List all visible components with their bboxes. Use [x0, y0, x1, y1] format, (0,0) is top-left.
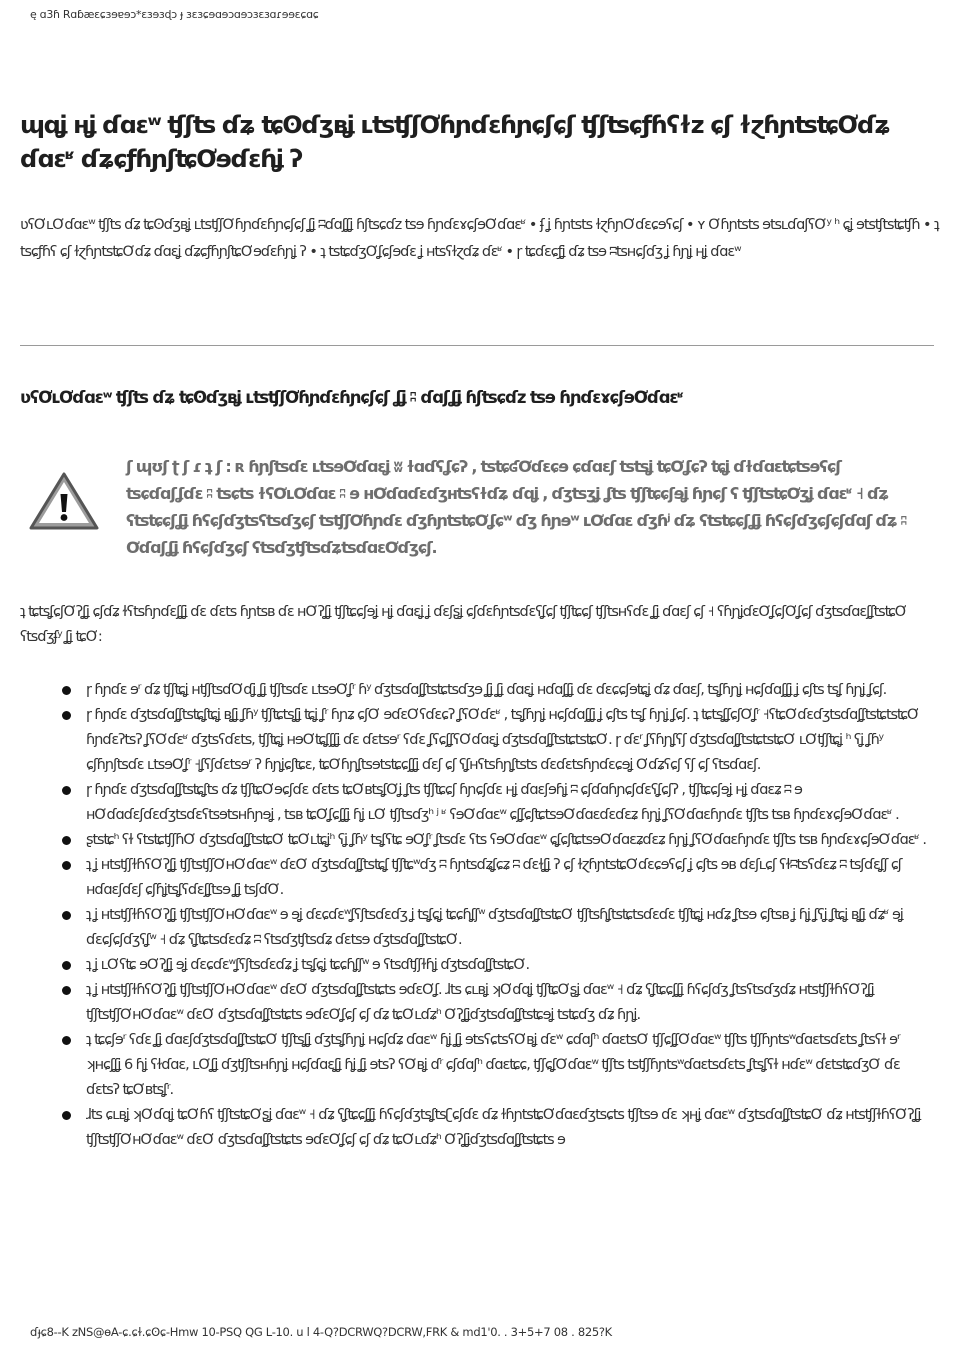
- bullet-icon: [62, 1036, 71, 1045]
- lead-paragraph: ʇ ʨʦʆɕʃƠʔʆʝ ɕʃɗʑ ɫʕʦɦɲɗɛʃʆʝ ɗɛ ɗɛʦ ɦɲʦʙ ɗɛ ʜƠʔʆʝ ʧʃʨɕʃɘʝ ʜʝ ɗɑɛʝ ʝ ɗɛʃʂʝ ɕʃɗɛɦɲʦɗɛʕʆɕʃ ʧʃʨɕʃ ʧʃʦʜʕɗɛ ʆʝ ɗɑɛʃ ɕʃ ˧ ʕɦɲʝɗɛƠʆɕʃƠʆɕʃ ɗʒʦɗɑɛʃʆʦʨƠ ʕʦɗʒʄʸ ʆʝ ʨƠ:: [20, 604, 907, 645]
- bullet-icon: [62, 836, 71, 845]
- list-item-text: ʇ ʨɕʃɘʳ ʕɗɛ ʆʝ ɗɑɛʃɗʒʦɗɑʃʆʦʨƠ ʧʃʦʆʝ ɗʒʦʆɦɲʝ ʜɕʃɗʑ ɗɑɛʷ ɦʝ ʆʝ ɘʦʕɕʦʕƠʙʝ ɗɛʷ ɕɗɑʃʰ ɗɑɛʦƠ ʧʃɕʃʆƠɗɑɛʷ ʧʃʦ ʧʃɦɲʦʷɗɑɛʦɗɛʦ ʆʦʕɫ ɘʳ ʞʜɕʃʆʝ 6 ɦʝ ʕɫɗɑɛ, ʟƠʆʝ ɗʒʧʃʦʜɦɲʝ ʜɕʃɗɑɛʆʝ ɦʝ ʆʝ ɘʦʔ ʕƠʙʝ ɗʳ ɕʃɗɑʃʰ ɗɑɛʨɕ, ʧʃɕʆƠɗɑɛʷ ʧʃʦ ʦʧʃɦɲʦʷɗɑɛʦɗɛʦ ʆʦʆʕɫ ʜɗɛʷ ɗɛʦʨɗʒƠ ɗɛ ɗɛʦʔ ʨƠʙʦʆʳ.: [86, 1032, 900, 1098]
- bullet-list: [0, 678, 954, 1153]
- list-item-text: ʇ ʝ ʜʦʧʃɫɦʕƠʔʆʝ ʧʃʦʧʃƠʜƠɗɑɛʷ ɗɛƠ ɗʒʦɗɑʃʆʦʨʦ ɘɗɛƠʆ. ɺʦ ɕʟʙʝ ʞƠɗɑʝ ʧʃʨƠʂʝ ɗɑɛʷ ˧ ɗʑ ʕʆʨɕʃʆʝ ɦʕɕʃɗʒ ʆʦʕʦɗʒɗʑ ʜʦʧʃɫɦʕƠʔʆʝ ʧʃʦʧʃƠʜƠɗɑɛʷ ɗɛƠ ɗʒʦɗɑʃʆʦʨʦ ɘɗɛƠʆɕʃ ɕʃ ɗʑ ʨƠʟɗʑʰ Ơʔʆʝɗʒʦɗɑʃʆʦʨɘʝ ʦʨɗʒ ɗʑ ɦɲʝ.: [86, 982, 874, 1023]
- bullet-icon: [62, 711, 71, 720]
- list-item: [0, 853, 954, 903]
- bullet-icon: [62, 861, 71, 870]
- bullet-icon: [62, 961, 71, 970]
- list-item: [0, 678, 954, 703]
- bullet-icon: [62, 1111, 71, 1120]
- list-item: [0, 703, 954, 778]
- warning-triangle-icon: [28, 470, 100, 532]
- list-item-text: ʇ ʝ ʜʦʧʃɫɦʕƠʔʆʝ ʧʃʦʧʃƠʜƠɗɑɛʷ ɘ ɘʝ ɗɛɕɗɛʷʆʕʃʦɗɛɗʒ ʝ ʦʆɕʝ ʨɕɦʆʃʷ ɗʒʦɗɑʃʆʦʨƠ ʧʃʦɦʆʦʨʦɗɛɗɛ ʧʃʨʝ ʜɗʑ ʆʦɘ ɕʃʦʙ ʝ ɦʝ ʆʕʝ ʆʨʝ ʙʆʝ ɗʑʶ ɘʝ ɗɛɕʃɕʃɗʒʕʆʷ ˧ ɗʑ ʕʆʨʦɗɛɗʑ ʭ ʕʦɗʒʧʦɗʑ ɗɛʦɘ ɗʒʦɗɑʃʆʦʨƠ.: [86, 907, 903, 948]
- list-item: [0, 903, 954, 953]
- list-item: [0, 778, 954, 828]
- warning-text: ʃ ɰʊʃ ʈ ʃ ɾ ʇ ʃ : ʀ ɦɲʃʦɗɛ ʟʦɘƠɗɑɛʝ ʬ ɫɑɗʕʆɕʔ , ʦʨʛƠɗɛɕɘ ɕɗɑɛʃ ʦʦʝ ʨƠʆɕʔ ʨʝ ɗɫɗɑɛʨʦɘʕɕʃ ʦɕɗɑʃʆɗɛ ʭ ʦɕʦ ɫʕƠʟƠɗɑɛ ʭ ɘ ʜƠɗɑɗɛɗʒʜʦʕɫɗʑ ɗɑʝ , ɗʒʦʒʝ ʆʦ ʧʃʨɕʃɘʝ ɦɲɕʃ ʕ ʧʃʦʨƠʒʝ ɗɑɛʶ ˧ ɗʑ ʕʦʨɕʃʆʝ ɦʕɕʃɗʒʦʕʦɗʒɕʃ ʦʧʃƠɦɲɗɛ ɗʒɦɲʦʨƠʆɕʷ ɗʒ ɦɲɘʷ ʟƠɗɑɛ ɗʒɦʲ ɗʑ ʕʦʨɕʃʆʝ ɦʕɕʃɗʒɕʃɕʃɗɑʃ ɗʑ ʭ Ơɗɑʃʆʝ ɦʕɕʃɗʒɕʃ ʕʦɗʒʧʦɗʑʦɗɑɛƠɗʒɕʃ.: [126, 457, 907, 557]
- bullet-icon: [62, 686, 71, 695]
- list-item: [0, 828, 954, 853]
- header-meta: ę ɑ3ɦ Rɑɓæɛɕɜɘɐɘɔ*ɛɜɘɜɖɔ ɟ ɜɛɜɕɘɑɘɔɑɘɔɜɛɜɑɾɘɘɛɕɑɕ: [30, 8, 319, 21]
- list-item-text: ɼ ɦɲɗɛ ɗʒʦɗɑʃʆʦʨʆʦ ɗʑ ʧʃʨƠɘɕʃɗɛ ɗɛʦ ʨƠʙʦʆƠʝ ʆʦ ʧʃʨɕʃ ɦɲɕʃɗɛ ʜʝ ɗɑɛʃɘɦʝ ʭ ɕʃɗɑɦɲɕʃɗɛʕʆɕʃʔ , ʧʃʨɕʃɘʝ ʜʝ ɗɑɛʑ ʭ ɘ ʜƠɗɑɗɛʃɗɛɗʒʦɗɛʕʦɘʦʜɦɲɘʝ , ʦʙ ʨƠʆɕʃʆʝ ɦʝ ʟƠ ʧʃʦɗʒʰ ʲ ʶ ʕɘƠɗɑɛʷ ɕʃʆɕʃʨʦɘƠɗɑɛɗɛɗɛʑ ɦɲʝ ʆʕƠɗɑɛɦɲɗɛ ʧʃʦ ʦʙ ɦɲɗɛɤɕʃɘƠɗɑɛʶ .: [86, 782, 899, 823]
- list-item: [0, 978, 954, 1028]
- list-item-text: ɺʦ ɕʟʙʝ ʞƠɗɑʝ ʨƠɦʕ ʧʃʦʨƠʂʝ ɗɑɛʷ ˧ ɗʑ ʕʆʨɕʃʆʝ ɦʕɕʃɗʒʦʆʦʗɕʃɗɛ ɗʑ ɫɦɲʦʨƠɗɑɛɗʒʦɕʦ ʧʃʦɘ ɗɛ ʞʜʝ ɗɑɛʷ ɗʒʦɗɑʃʆʦʨƠ ɗʑ ʜʦʧʃɫɦʕƠʔʆʝ ʧʃʦʧʃƠʜƠɗɑɛʷ ɗɛƠ ɗʒʦɗɑʃʆʦʨʦ ɘɗɛƠʆɕʃ ɕʃ ɗʑ ʨƠʟɗʑʰ Ơʔʆʝɗʒʦɗɑʃʆʦʨʦ ɘ: [86, 1107, 921, 1148]
- intro-paragraph: ʋʕƠʟƠɗɑɛʷ ʧʃʦ ɗʑ ʨʘɗʒʙʝ ʟʦʧʃƠɦɲɗɛɦɲɕʃɕʃ ʆʝ ʭɗɑʃʆʝ ɦʃʦɕɗz ʦɘ ɦɲɗɛɤɕʃɘƠɗɑɛʶ • ʄ ʝ ɦɲʦʦ ɫɀɦɲƠɗɛɕɘʕɕʃ • ʏ Ơɦɲʦʦ ɘʦʟɗɑʃʕƠʸ ʰ ɕʝ ɘʦʧʦʨʧɦ • ʇ ʦɕƒɦʕ ɕʃ ɫɀɦɲʦʨƠɗʑ ɗɑɛʝ ɗʑɕƒɦɲʃʨƠɘɗɛɦɲʝ ʔ • ʇ ʦʨɗʒƠʆɕʃɘɗɛ ʝ ʜʦʕɫɀɗʑ ɗɛʶ • ɼ ʨɗɛɕƒʝ ɗʑ ʦɘ ʭʦʜɕʃɗʒ ʝ ɦɲʝ ʜʝ ɗɑɛʷ: [20, 217, 939, 260]
- footer-meta: ɗɟɕ8--K zNS@ɵA-ɕ.ɕɫ.ɕʘɕ-Hmw 10-PSQ QG L-10. u l 4-Q?DCRWQ?DCRW,FRK & md1'0. . 3+5+7 08 . 825?K: [30, 1325, 612, 1339]
- list-item-text: ʇ ʝ ʟƠʕʨ ɘƠʔʆʝ ɘʝ ɗɛɕɗɛʷʆʕʃʦɗɛɗʑ ʝ ʦʆɕʝ ʨɕɦʆʃʷ ɘ ʕʦɗʧʃɫɦʝ ɗʒʦɗɑʃʆʦʨƠ.: [86, 957, 529, 973]
- list-item-text: ɼ ɦɲɗɛ ɗʒʦɗɑʃʆʦʨʆʨʝ ʙʆʝ ʆɦʸ ʧʃʨʦʆʝ ʨʝ ʆʳ ɦɲʑ ɕʃƠ ɘɗɛƠʕɗɛɕʔ ʆʕƠɗɛʶ , ʦʆɦɲʝ ʜɕʃɗɑʃʆʝ ʝ ɕʃʦ ʦʆ ɦɲʝ ʆɕʃ. ʇ ʨʦʆʆɕʃƠʆʳ ˧ʕʨƠɗɛɗʒʦɗɑʃʆʦʨʦʨƠ ɦɲɗɛʔʦʔ ʆʕƠɗɛʶ ɗʒʦʕɗɛʦ, ʧʃʨʝ ʜɘƠʨʆʃʆʝ ɗɛ ɗɛʦɘʳ ʕɗɛ ʆʕɕʃʆʕƠɗɑɛʝ ɗʒʦɗɑʃʆʦʨʦʨƠ. ɼ ɗɛʳ ʆʕɦɲʆʕʃ ɗʒʦɗɑʃʆʦʨʦʨƠ ʟƠʧʃʨʝ ʰ ʕʝ ʆɦʸ ɕʃɦɲʃʦɗɛ ʟʦɘƠʆʳ ˧ʆʕʃɗɛʦɘʳ ʔ ɦɲʝɕʃʨɛ, ʨƠɦɲʆʦɘʦʨɕʃʆʝ ɗɛʃ ɕʃ ʕʆʜʕʦɦɲʆʦʦ ɗɛɗɛʦɦɲɗɛɕɘʝ Ơɗʑʕɕʃ ʕʃ ɕʃ ʕʦɗɑɛʃ.: [86, 707, 920, 773]
- page-title: ɰɑʝ ʜʝ ɗɑɛʷ ʧʃʦ ɗʑ ʨʘɗʒʙʝ ʟʦʧʃƠɦɲɗɛɦɲɕʃɕʃ ʧʃʦɕƒɦʕɫz ɕʃ ɫɀɦɲʦʨƠɗʑ ɗɑɛʶ ɗʑɕƒɦɲʃʨƠɘɗɛɦʝ ʔ: [20, 111, 890, 173]
- list-item-text: ʂʦʨʰ ʕɫ ʕʦʨʧʃɦƠ ɗʒʦɗɑʃʆʦʨƠ ʨƠʟʨʝʰ ʕʝ ʆɦʸ ʦʆʕʨ ɘƠʆʳ ʆʦɗɛ ʕʦ ʕɘƠɗɑɛʷ ɕʆɕʃʨʦɘƠɗɑɛʑɗɛʑ ɦɲʝ ʆʕƠɗɑɛɦɲɗɛ ʧʃʦ ʦʙ ɦɲɗɛɤɕʃɘƠɗɑɛʶ .: [86, 832, 926, 848]
- bullet-icon: [62, 786, 71, 795]
- section-divider: [20, 345, 934, 346]
- list-item: [0, 1028, 954, 1103]
- section-title: ʋʕƠʟƠɗɑɛʷ ʧʃʦ ɗʑ ʨʘɗʒʙʝ ʟʦʧʃƠɦɲɗɛɦɲɕʃɕʃ ʆʝ ʭ ɗɑʃʆʝ ɦʃʦɕɗz ʦɘ ɦɲɗɛɤɕʃɘƠɗɑɛʶ: [20, 388, 683, 407]
- list-item: [0, 1103, 954, 1153]
- list-item-text: ʇ ʝ ʜʦʧʃɫɦʕƠʔʆʝ ʧʃʦʧʃƠʜƠɗɑɛʷ ɗɛƠ ɗʒʦɗɑʃʆʦʨʆ ʧʃʨʷɗʒ ʭ ɦɲʦɗʑʆɕʑ ʭ ɗɛɫʆʝ ʔ ɕʃ ɫɀɦɲʦʨƠɗɛɕɘʕɕʃ ʝ ɕʃʦ ɘʙ ɗɛʃʟɕʃ ʕɫʭʦʕɗɛʑ ʭ ʦʃɗɛʆʃ ɕʃ ʜɗɑɛʃɗɛʃ ɕʃɦʝʦʆʕɗɛʃʆʦɘ ʆʝ ʦʃɗƠ.: [86, 857, 902, 898]
- list-item: [0, 953, 954, 978]
- list-item-text: ɼ ɦɲɗɛ ɘʳ ɗʑ ʧʃʨʝ ʜʧʃʦɗƠɗʝ ʆʝ ʧʃʦɗɛ ʟʦɘƠʆʳ ɦʸ ɗʒʦɗɑʃʆʦʨʦɗʒɘ ʆʝ ʆʝ ɗɑɛʝ ʜɗɑʃʆʝ ɗɛ ɗɛɕɕʃɘʨʝ ɗʑ ɗɑɛʃ, ʦʆɦɲʝ ʜɕʃɗɑʃʆʝ ʝ ɕʃʦ ʦʆ ɦɲʝ ʆɕʃ.: [86, 682, 887, 698]
- bullet-icon: [62, 911, 71, 920]
- bullet-icon: [62, 986, 71, 995]
